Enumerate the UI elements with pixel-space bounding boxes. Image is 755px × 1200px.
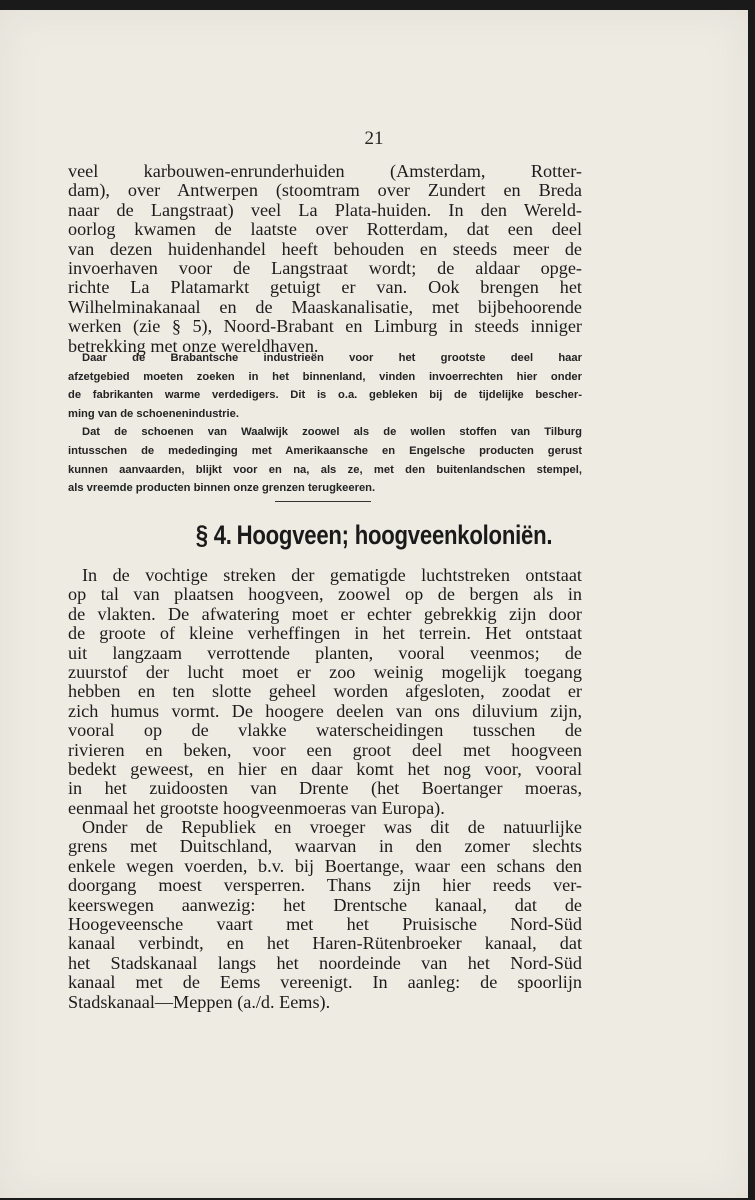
text-line: eenmaal het grootste hoogveenmoeras van Europa). (68, 797, 445, 818)
text-line: uit langzaam verrottende planten, vooral veenmos; de (68, 642, 582, 663)
text-line: Onder de Republiek en vroeger was dit de natuurlijke (82, 817, 582, 837)
note-line: afzetgebied moeten zoeken in het binnenland, vinden invoerrechten hier onder (68, 370, 582, 383)
section-title: Hoogveen; hoogveenkoloniën. (236, 520, 553, 550)
note-line: ming van de schoenenindustrie. (68, 407, 239, 420)
book-page (0, 10, 748, 1198)
note-line: kunnen aanvaarden, blijkt voor en na, als ze, met den buitenlandschen stempel, (68, 463, 582, 476)
text-line: de groote of kleine verheffingen in het terrein. Het ontstaat (68, 623, 582, 644)
note-line: Daar de Brabantsche industrieën voor het grootste deel haar (82, 352, 582, 364)
text-line: op tal van plaatsen hoogveen, zoowel op de bergen als in (68, 584, 582, 605)
text-line: richte La Platamarkt getuigt er van. Ook brengen het (68, 277, 582, 298)
note-line: Dat de schoenen van Waalwijk zoowel als de wollen stoffen van Tilburg (82, 426, 582, 439)
text-line: oorlog kwamen de laatste over Rotterdam, dat een deel (68, 219, 582, 240)
text-line: werken (zie § 5), Noord-Brabant en Limburg in steeds inniger (68, 316, 582, 337)
text-line: veel karbouwen-enrunderhuiden (Amsterdam, Rotter- (68, 161, 582, 181)
text-line: Stadskanaal—Meppen (a./d. Eems). (68, 991, 331, 1012)
note-line: als vreemde producten binnen onze grenzen terugkeeren. (68, 482, 376, 495)
text-line: bedekt geweest, en hier en daar komt het nog voor, vooral (68, 759, 582, 780)
text-line: zuurstof der lucht moet er zoo weinig mogelijk toegang (68, 662, 582, 683)
text-line: In de vochtige streken der gematigde luchtstreken ontstaat (82, 565, 582, 585)
text-line: vooral op de vlakke waterscheidingen tusschen de (68, 720, 582, 741)
text-line: doorgang moest versperren. Thans zijn hier reeds ver- (68, 875, 582, 896)
text-line: naar de Langstraat) veel La Plata-huiden. In den Wereld- (68, 199, 582, 220)
text-line: dam), over Antwerpen (stoomtram over Zundert en Breda (68, 180, 582, 201)
text-line: invoerhaven voor de Langstraat wordt; de aldaar opge- (68, 258, 582, 279)
text-line: zich humus vormt. De hoogere deelen van ons diluvium zijn, (68, 700, 582, 721)
small-print-notes (68, 349, 582, 498)
text-line: kanaal verbindt, en het Haren-Rütenbroeker kanaal, dat (68, 933, 582, 954)
text-line: Wilhelminakanaal en de Maaskanalisatie, met bijbehoorende (68, 296, 582, 317)
text-line: van dezen huidenhandel heeft behouden en steeds meer de (68, 238, 582, 259)
note-line: de fabrikanten warme verdedigers. Dit is o.a. gebleken bij de tijdelijke bescher- (68, 389, 582, 402)
text-line: keerswegen aanwezig: het Drentsche kanaal, dat de (68, 894, 582, 915)
text-line: kanaal met de Eems vereenigt. In aanleg: de spoorlijn (68, 972, 582, 993)
paragraph-hoogveen (68, 566, 582, 818)
page-number: 21 (364, 128, 384, 149)
text-line: de vlakten. De afwatering moet er echter gebrekkig zijn door (68, 603, 582, 624)
text-line: in het zuidoosten van Drente (het Boertanger moeras, (68, 778, 582, 799)
text-line: het Stadskanaal langs het noordeinde van het Nord-Süd (68, 952, 582, 973)
text-line: Hoogeveensche vaart met het Pruisische Nord-Süd (68, 914, 582, 935)
text-line: enkele wegen voerden, b.v. bij Boertange, waar een schans den (68, 855, 582, 876)
text-line: hebben en ten slotte geheel worden afgesloten, zoodat er (68, 681, 582, 702)
section-symbol: § 4. (195, 520, 232, 550)
note-line: intusschen de mededinging met Amerikaansche en Engelsche producten gerust (68, 444, 582, 457)
text-line: betrekking met onze wereldhaven. (68, 335, 319, 356)
section-divider (275, 501, 371, 502)
paragraph-republiek (68, 818, 582, 1012)
section-heading (67, 520, 680, 551)
paragraph-top (68, 162, 582, 356)
text-line: grens met Duitschland, waarvan in den zomer slechts (68, 836, 582, 857)
text-line: rivieren en beken, voor een groot deel met hoogveen (68, 739, 582, 760)
